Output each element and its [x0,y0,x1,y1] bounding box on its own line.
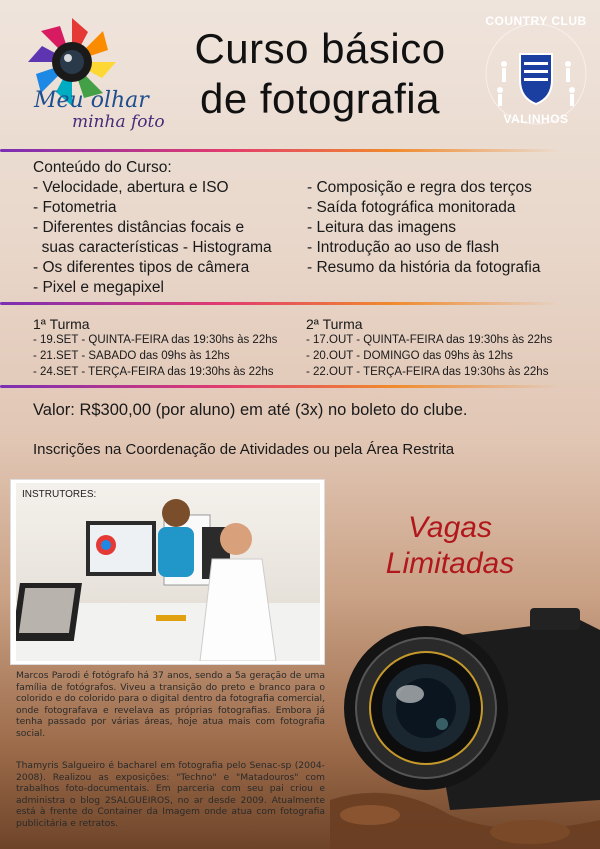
schedule-line: - 21.SET - SABADO das 09hs às 12hs [33,350,230,362]
instructors-photo-illustration [16,483,320,661]
bio-thamyris: Thamyris Salgueiro é bacharel em fotografia pelo Senac-sp (2004-2008). Realizou as exposições: "Techno" e "Matadouros" com trabalhos foto-documentais. Em parceria com seu pai criou e administra o blog 2SALGUEIROS, no ar desde 2009. Atualmente está à frente do Container da Imagem onde atua com fotografia publicitária e retratos. [16,760,325,829]
list-item: - Resumo da história da fotografia [307,259,541,276]
divider [0,385,560,388]
turma-heading: 2ª Turma [306,316,363,332]
list-item: - Composição e regra dos terços [307,179,532,196]
divider [0,302,560,305]
list-item: - Introdução ao uso de flash [307,239,500,256]
content-left-list [33,178,272,298]
list-item: - Diferentes distâncias focais e [33,219,245,236]
logo-line1: Meu olhar [34,88,149,113]
price-text: Valor: R$300,00 (por aluno) em até (3x) no boleto do clube. [33,401,468,419]
course-title [170,24,470,124]
schedule-line: - 20.OUT - DOMINGO das 09hs às 12hs [306,350,513,362]
divider [0,149,560,152]
title-line2: de fotografia [199,75,440,122]
turma-heading: 1ª Turma [33,316,90,332]
bio-marcos: Marcos Parodi é fotógrafo há 37 anos, sendo a 5a geração de uma família de fotógrafos. Viveu a transição do preto e branco para o colorido e do colorido para o digital dentro da fotografia comercial, onde fotografava e revelava as próprias fotografias. Embora já tenha passado por várias áreas, hoje atua mais com fotografia social. [16,670,325,739]
registration-text: Inscrições na Coordenação de Atividades ou pela Área Restrita [33,441,455,458]
instructors-label: INSTRUTORES: [22,489,97,500]
logo-line2: minha foto [72,112,165,132]
schedule-line: - 22.OUT - TERÇA-FEIRA das 19:30hs às 22hs [306,366,549,378]
limited-spots [355,510,545,582]
list-item: - Saída fotográfica monitorada [307,199,516,216]
schedule-line: - 19.SET - QUINTA-FEIRA das 19:30hs às 22hs [33,334,278,346]
turma-1 [33,316,277,380]
content-heading: Conteúdo do Curso: [33,159,172,176]
instructors-photo [16,483,320,661]
camera-image [330,600,600,849]
turma-2 [306,316,552,380]
club-city: VALINHOS [503,112,569,126]
vagas-line2: Limitadas [385,547,515,580]
vagas-line1: Vagas [408,511,492,544]
list-item: suas características - Histograma [33,239,272,256]
list-item: - Pixel e megapixel [33,279,164,296]
list-item: - Velocidade, abertura e ISO [33,179,229,196]
title-line1: Curso básico [194,25,446,72]
list-item: - Fotometria [33,199,117,216]
list-item: - Leitura das imagens [307,219,457,236]
schedule-line: - 17.OUT - QUINTA-FEIRA das 19:30hs às 22hs [306,334,553,346]
club-name: COUNTRY CLUB [485,14,587,28]
list-item: - Os diferentes tipos de câmera [33,259,250,276]
content-right-list [307,178,540,278]
schedule-line: - 24.SET - TERÇA-FEIRA das 19:30hs às 22hs [33,366,274,378]
